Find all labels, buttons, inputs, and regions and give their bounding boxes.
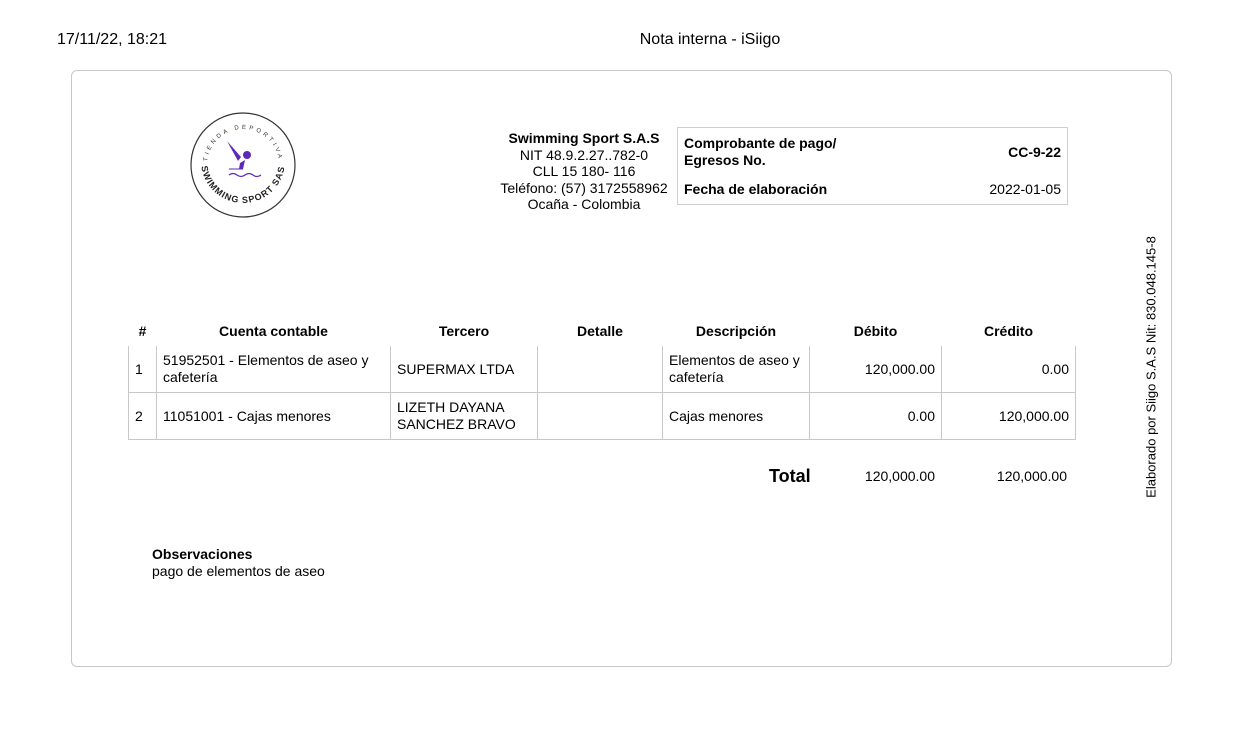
cell-credit: 0.00 bbox=[942, 346, 1076, 393]
print-page-title: Nota interna - iSiigo bbox=[639, 31, 781, 48]
voucher-date: 2022-01-05 bbox=[989, 181, 1061, 197]
cell-third-party: LIZETH DAYANA SANCHEZ BRAVO bbox=[391, 393, 538, 440]
cell-debit: 0.00 bbox=[810, 393, 942, 440]
voucher-date-label: Fecha de elaboración bbox=[684, 181, 828, 197]
column-header: Tercero bbox=[438, 323, 490, 339]
cell-account: 11051001 - Cajas menores bbox=[157, 393, 391, 440]
total-label: Total bbox=[769, 466, 811, 486]
cell-description: Elementos de aseo y cafetería bbox=[663, 346, 810, 393]
logo-bottom-text: SWIMMING SPORT SAS bbox=[199, 164, 287, 206]
voucher-box bbox=[677, 127, 1068, 205]
observations-title: Observaciones bbox=[152, 546, 253, 562]
voucher-type-label: Comprobante de pago/ Egresos No. bbox=[684, 135, 837, 168]
cell-credit: 120,000.00 bbox=[942, 393, 1076, 440]
total-debit: 120,000.00 bbox=[864, 468, 935, 484]
cell-description: Cajas menores bbox=[663, 393, 810, 440]
print-datetime: 17/11/22, 18:21 bbox=[57, 31, 168, 48]
voucher-number: CC-9-22 bbox=[1008, 144, 1061, 160]
company-city: Ocaña - Colombia bbox=[527, 196, 641, 212]
table-row bbox=[129, 393, 1076, 440]
cell-account: 51952501 - Elementos de aseo y cafetería bbox=[157, 346, 391, 393]
company-address: CLL 15 180- 116 bbox=[532, 163, 636, 179]
cell-detail bbox=[538, 393, 663, 440]
cell-debit: 120,000.00 bbox=[810, 346, 942, 393]
cell-detail bbox=[538, 346, 663, 393]
observations-text: pago de elementos de aseo bbox=[152, 563, 325, 579]
observations bbox=[152, 546, 325, 580]
total-credit: 120,000.00 bbox=[996, 468, 1067, 484]
table-row bbox=[129, 346, 1076, 393]
column-header: Detalle bbox=[577, 323, 623, 339]
vertical-side-note: Elaborado por Siigo S.A.S Nit: 830.048.145-8 bbox=[1143, 236, 1159, 498]
column-header: Crédito bbox=[984, 323, 1033, 339]
table-header-row bbox=[129, 316, 1076, 346]
column-header: # bbox=[138, 323, 147, 339]
column-header: Cuenta contable bbox=[219, 323, 328, 339]
column-header: Débito bbox=[853, 323, 898, 339]
company-info bbox=[492, 130, 676, 213]
company-name: Swimming Sport S.A.S bbox=[508, 130, 660, 146]
document-card bbox=[71, 70, 1172, 667]
entries-table bbox=[128, 316, 1076, 440]
company-logo bbox=[189, 111, 297, 219]
logo-top-text: TIENDA DEPORTIVA bbox=[203, 124, 283, 162]
cell-index: 1 bbox=[129, 346, 157, 393]
cell-index: 2 bbox=[129, 393, 157, 440]
company-phone: Teléfono: (57) 3172558962 bbox=[500, 179, 668, 196]
cell-third-party: SUPERMAX LTDA bbox=[391, 346, 538, 393]
company-nit: NIT 48.9.2.27..782-0 bbox=[519, 146, 649, 163]
column-header: Descripción bbox=[695, 323, 777, 339]
